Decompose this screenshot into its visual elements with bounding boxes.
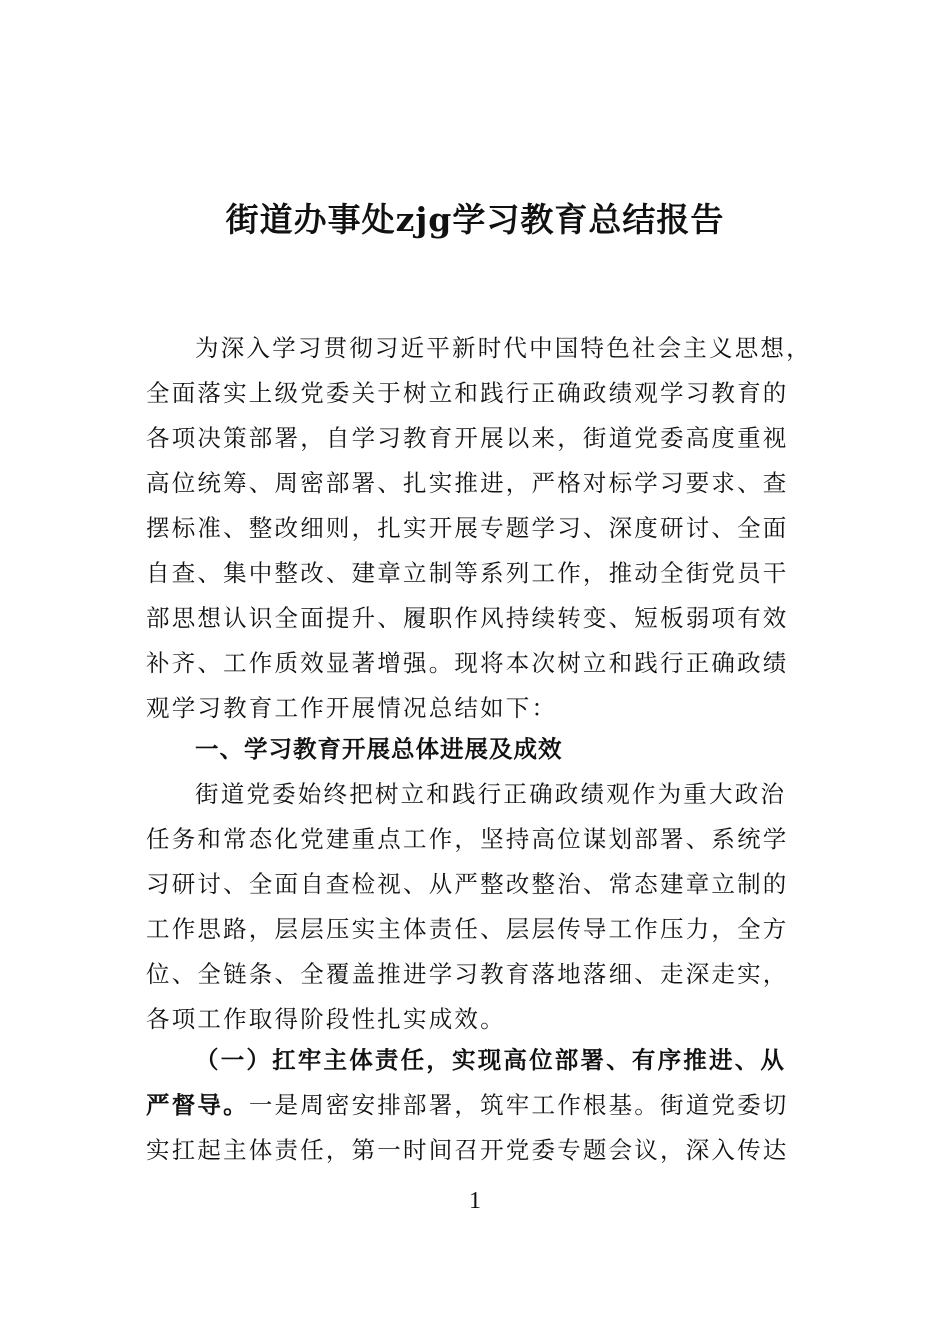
section-heading xyxy=(146,727,818,772)
intro-paragraph xyxy=(146,326,818,731)
text-line xyxy=(146,1083,818,1128)
text-line: 全面落实上级党委关于树立和践行正确政绩观学习教育的 xyxy=(146,379,789,407)
text-line: 高位统筹、周密部署、扎实推进，严格对标学习要求、查 xyxy=(146,469,789,497)
text-line: 自查、集中整改、建章立制等系列工作，推动全街党员干 xyxy=(146,559,789,587)
text-line: 任务和常态化党建重点工作，坚持高位谋划部署、系统学 xyxy=(146,825,789,853)
section-heading-text: 一、学习教育开展总体进展及成效 xyxy=(195,735,563,763)
text-line: 补齐、工作质效显著增强。现将本次树立和践行正确政绩 xyxy=(146,649,789,677)
text-line: 习研讨、全面自查检视、从严整改整治、常态建章立制的 xyxy=(146,870,789,898)
text-line: 为深入学习贯彻习近平新时代中国特色社会主义思想， xyxy=(195,334,812,362)
text-run: 一是周密安排部署，筑牢工作根基。街道党委切 xyxy=(248,1091,789,1119)
section-paragraph xyxy=(146,772,818,1042)
text-line xyxy=(146,1038,818,1083)
text-line: 实扛起主体责任，第一时间召开党委专题会议，深入传达 xyxy=(146,1136,789,1164)
subsection-heading: （一）扛牢主体责任，实现高位部署、有序推进、从 xyxy=(195,1046,787,1074)
text-line: 位、全链条、全覆盖推进学习教育落地落细、走深走实， xyxy=(146,960,789,988)
text-line: 工作思路，层层压实主体责任、层层传导工作压力，全方 xyxy=(146,915,789,943)
text-line: 部思想认识全面提升、履职作风持续转变、短板弱项有效 xyxy=(146,604,789,632)
text-line: 观学习教育工作开展情况总结如下： xyxy=(146,694,558,722)
page-number: 1 xyxy=(469,1188,481,1214)
subsection-paragraph xyxy=(146,1038,818,1173)
text-line: 街道党委始终把树立和践行正确政绩观作为重大政治 xyxy=(195,780,787,808)
text-line: 摆标准、整改细则，扎实开展专题学习、深度研讨、全面 xyxy=(146,514,789,542)
text-line: 各项决策部署，自学习教育开展以来，街道党委高度重视 xyxy=(146,424,789,452)
subsection-heading-end: 严督导。 xyxy=(146,1091,249,1119)
text-line: 各项工作取得阶段性扎实成效。 xyxy=(146,1005,506,1033)
document-title: 街道办事处zjg学习教育总结报告 xyxy=(225,200,725,239)
